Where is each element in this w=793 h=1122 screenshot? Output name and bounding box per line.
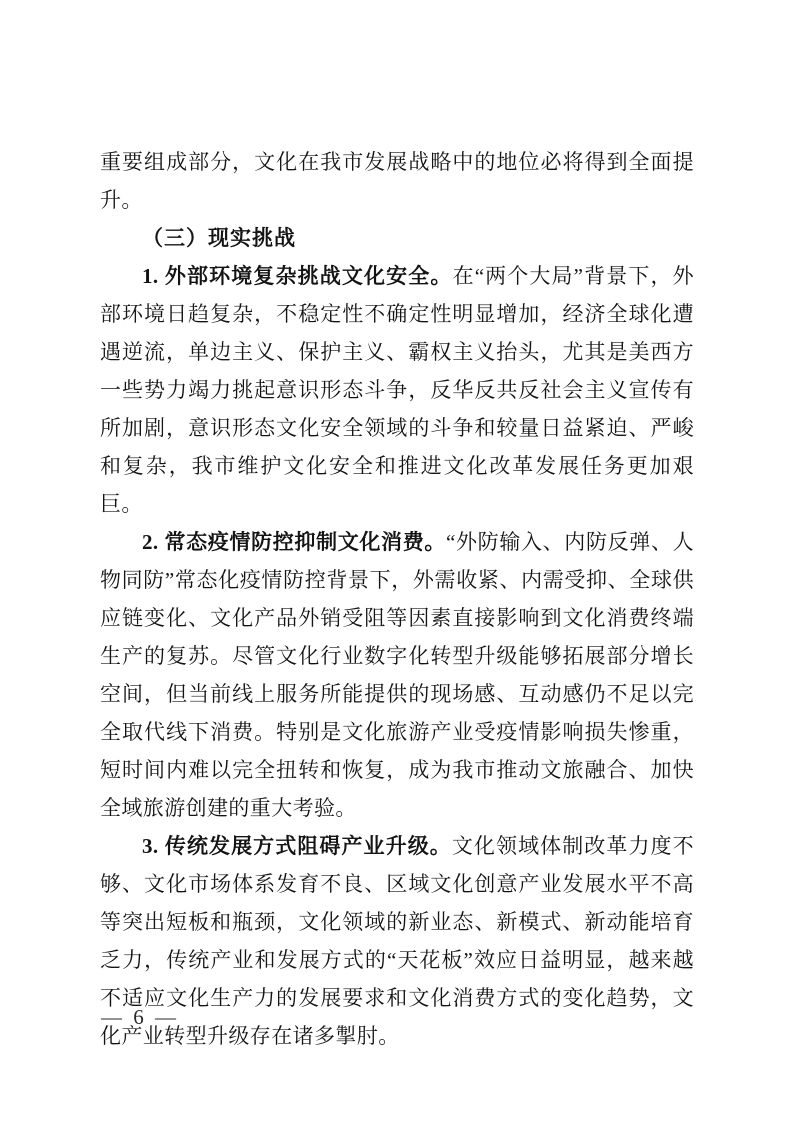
paragraph-2	[100, 523, 694, 827]
document-body	[100, 143, 694, 1055]
paragraph-3-lead: 3. 传统发展方式阻碍产业升级。	[142, 834, 452, 858]
section-heading: （三）现实挑战	[142, 226, 296, 250]
page-number: — 6 —	[101, 1005, 177, 1029]
paragraph-continuation: 重要组成部分，文化在我市发展战略中的地位必将得到全面提升。	[100, 150, 694, 212]
paragraph-3-text: 文化领域体制改革力度不够、文化市场体系发育不良、区域文化创意产业发展水平不高等突出短板和瓶颈，文化领域的新业态、新模式、新动能培育乏力，传统产业和发展方式的“天花板”效应日益明显，越来越不适应文化生产力的发展要求和文化消费方式的变化趋势，文化产业转型升级存在诸多掣肘。	[100, 834, 694, 1048]
paragraph-3	[100, 827, 694, 1055]
paragraph-2-text: “外防输入、内防反弹、人物同防”常态化疫情防控背景下，外需收紧、内需受抑、全球供应链变化、文化产品外销受阻等因素直接影响到文化消费终端生产的复苏。尽管文化行业数字化转型升级能够拓展部分增长空间，但当前线上服务所能提供的现场感、互动感仍不足以完全取代线下消费。特别是文化旅游产业受疫情影响损失惨重，短时间内难以完全扭转和恢复，成为我市推动文旅融合、加快全域旅游创建的重大考验。	[100, 530, 694, 820]
page-footer	[101, 998, 177, 1036]
paragraph-2-lead: 2. 常态疫情防控抑制文化消费。	[142, 530, 447, 554]
paragraph-1-lead: 1. 外部环境复杂挑战文化安全。	[142, 264, 453, 288]
paragraph-1-text: 在“两个大局”背景下，外部环境日趋复杂，不稳定性不确定性明显增加，经济全球化遭遇逆流，单边主义、保护主义、霸权主义抬头，尤其是美西方一些势力竭力挑起意识形态斗争，反华反共反社会主义宣传有所加剧，意识形态文化安全领域的斗争和较量日益紧迫、严峻和复杂，我市维护文化安全和推进文化改革发展任务更加艰巨。	[100, 264, 694, 516]
paragraph-1	[100, 257, 694, 523]
